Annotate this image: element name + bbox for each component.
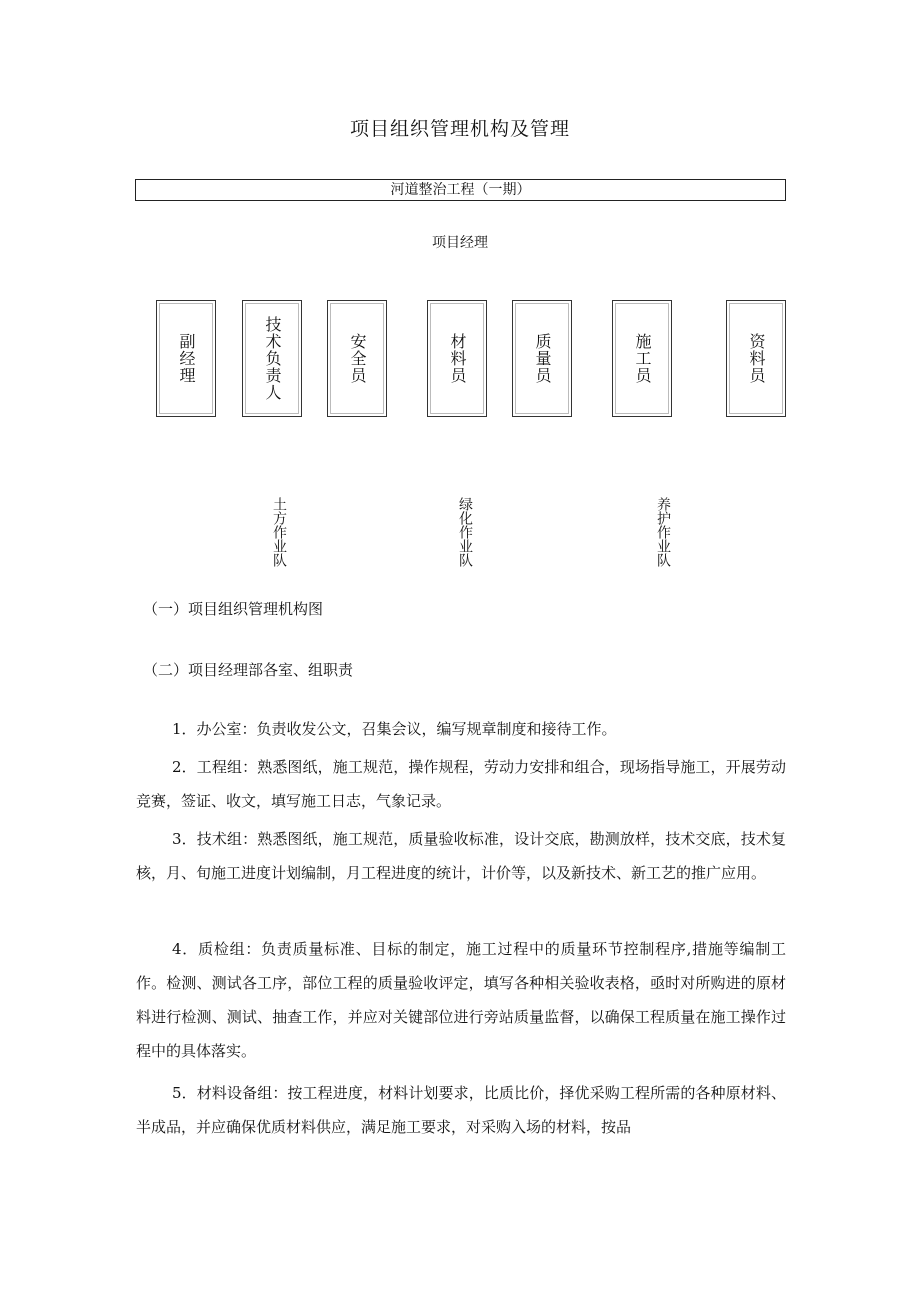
role-box-construction-officer bbox=[612, 300, 672, 417]
paragraph-technical-group: 3．技术组：熟悉图纸，施工规范，质量验收标准，设计交底，勘测放样，技术交底，技术复核，月、旬施工进度计划编制，月工程进度的统计，计价等，以及新技术、新工艺的推广应用。 bbox=[136, 830, 786, 882]
role-label: 副经理 bbox=[177, 333, 196, 384]
paragraph-materials-group: 5．材料设备组：按工程进度，材料计划要求，比质比价，择优采购工程所需的各种原材料、半成品，并应确保优质材料供应，满足施工要求，对采购入场的材料，按品 bbox=[136, 1084, 786, 1136]
section-heading-org-chart: （一）项目组织管理机构图 bbox=[143, 600, 324, 618]
role-box-safety-officer bbox=[327, 300, 387, 417]
role-box-documents-officer bbox=[726, 300, 786, 417]
role-label: 安全员 bbox=[348, 333, 367, 384]
project-manager-label: 项目经理 bbox=[432, 235, 488, 251]
section-heading-responsibilities: （二）项目经理部各室、组职责 bbox=[143, 661, 354, 679]
role-label: 资料员 bbox=[747, 333, 766, 384]
team-earthwork: 土方作业队 bbox=[271, 497, 287, 567]
paragraph-office: 1．办公室：负责收发公文，召集会议，编写规章制度和接待工作。 bbox=[172, 720, 617, 738]
role-label: 质量员 bbox=[533, 333, 552, 384]
team-greening: 绿化作业队 bbox=[457, 497, 473, 567]
role-box-technical-lead bbox=[242, 300, 302, 417]
project-name-box: 河道整治工程（一期） bbox=[135, 179, 786, 201]
paragraph-engineering-group: 2．工程组：熟悉图纸，施工规范，操作规程，劳动力安排和组合，现场指导施工，开展劳动竞赛，签证、收文，填写施工日志，气象记录。 bbox=[136, 758, 786, 810]
role-label: 材料员 bbox=[448, 333, 467, 384]
role-box-deputy-manager bbox=[156, 300, 216, 417]
document-title: 项目组织管理机构及管理 bbox=[349, 118, 570, 140]
paragraph-quality-group: 4．质检组：负责质量标准、目标的制定，施工过程中的质量环节控制程序,措施等编制工作。检测、测试各工序，部位工程的质量验收评定，填写各种相关验收表格，亟时对所购进的原材料进行检测、测试、抽查工作，并应对关键部位进行旁站质量监督，以确保工程质量在施工操作过程中的具体落实。 bbox=[136, 940, 786, 1060]
role-label: 技术负责人 bbox=[263, 316, 282, 401]
role-box-quality-officer bbox=[512, 300, 572, 417]
role-label: 施工员 bbox=[633, 333, 652, 384]
team-maintenance: 养护作业队 bbox=[655, 497, 671, 567]
role-box-materials-officer bbox=[427, 300, 487, 417]
